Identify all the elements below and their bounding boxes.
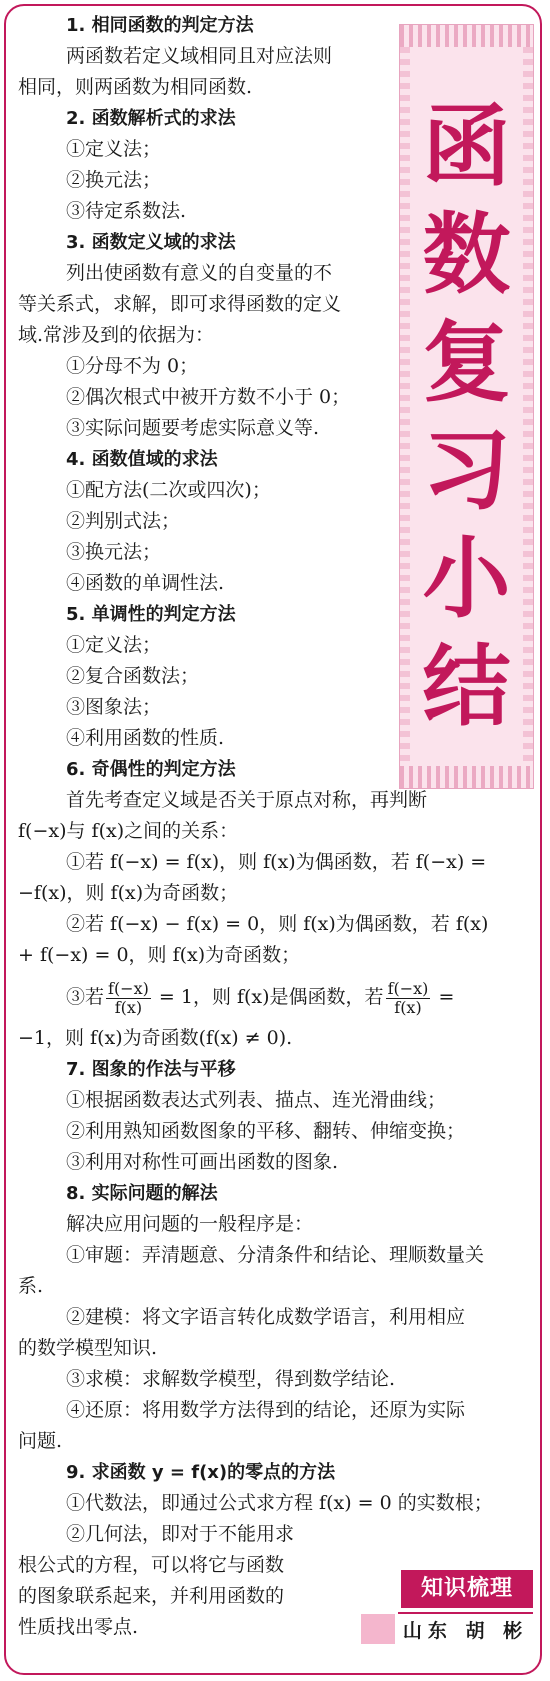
fraction-line-end: = xyxy=(432,986,455,1008)
title-char: 函 xyxy=(422,95,511,198)
fraction xyxy=(106,980,151,1017)
article-body xyxy=(18,10,530,1643)
paragraph-line: ②若 f(−x) − f(x) = 0，则 f(x)为偶函数，若 f(x) xyxy=(66,913,489,935)
paragraph-line: 系. xyxy=(18,1275,44,1297)
paragraph-line: 等关系式，求解，即可求得函数的定义 xyxy=(18,293,342,315)
paragraph-line: 列出使函数有意义的自变量的不 xyxy=(66,262,333,284)
paragraph-line: f(−x)与 f(x)之间的关系： xyxy=(18,820,239,842)
section-heading: 6. 奇偶性的判定方法 xyxy=(66,759,236,780)
section-heading: 5. 单调性的判定方法 xyxy=(66,604,236,625)
author-marker xyxy=(361,1614,395,1644)
fraction-numerator: f(−x) xyxy=(387,978,429,998)
paragraph-line: 相同，则两函数为相同函数. xyxy=(18,76,253,98)
title-char: 复 xyxy=(422,311,511,414)
paragraph-line: ②建模：将文字语言转化成数学语言，利用相应 xyxy=(66,1306,466,1328)
section-heading: 9. 求函数 y = f(x)的零点的方法 xyxy=(66,1462,336,1483)
paragraph-line: 解决应用问题的一般程序是： xyxy=(66,1213,314,1235)
paragraph-line: 首先考查定义域是否关于原点对称，再判断 xyxy=(66,789,428,811)
paragraph-line: ①审题：弄清题意、分清条件和结论、理顺数量关 xyxy=(66,1244,485,1266)
list-item: ②复合函数法； xyxy=(66,665,200,687)
list-item: ①根据函数表达式列表、描点、连光滑曲线； xyxy=(66,1089,447,1111)
section-heading: 3. 函数定义域的求法 xyxy=(66,232,236,253)
list-item: ④利用函数的性质. xyxy=(66,727,225,749)
list-item: ②换元法； xyxy=(66,169,162,191)
list-item: ③待定系数法. xyxy=(66,200,187,222)
author-byline: 山东 胡 彬 xyxy=(398,1612,533,1648)
list-item: ②判别式法； xyxy=(66,510,181,532)
fraction xyxy=(386,980,431,1017)
fraction-denominator: f(x) xyxy=(394,997,422,1017)
fraction-denominator: f(x) xyxy=(114,997,143,1017)
fraction-line-middle: = 1，则 f(x)是偶函数，若 xyxy=(152,986,384,1008)
fraction-numerator: f(−x) xyxy=(108,978,149,998)
paragraph-line: ③求模：求解数学模型，得到数学结论. xyxy=(66,1368,396,1390)
paragraph-line: 问题. xyxy=(18,1430,63,1452)
paragraph-line: + f(−x) = 0，则 f(x)为奇函数； xyxy=(18,944,301,966)
list-item: ①配方法(二次或四次)； xyxy=(66,479,271,501)
section-heading: 2. 函数解析式的求法 xyxy=(66,108,236,129)
category-tag: 知识梳理 xyxy=(401,1570,533,1608)
fraction-line xyxy=(18,971,530,1023)
paragraph-line: ①代数法，即通过公式求方程 f(x) = 0 的实数根； xyxy=(66,1492,493,1514)
paragraph-line: ④还原：将用数学方法得到的结论，还原为实际 xyxy=(66,1399,466,1421)
paragraph-line: 域.常涉及到的依据为： xyxy=(18,324,215,346)
list-item: ②偶次根式中被开方数不小于 0； xyxy=(66,386,351,408)
list-item: ③换元法； xyxy=(66,541,162,563)
title-char: 结 xyxy=(422,635,511,738)
list-item: ③实际问题要考虑实际意义等. xyxy=(66,417,320,439)
paragraph-line: 的图象联系起来，并利用函数的 xyxy=(18,1585,285,1607)
fraction-line-prefix: ③若 xyxy=(66,986,105,1008)
section-heading: 8. 实际问题的解法 xyxy=(66,1183,218,1204)
paragraph-line: 的数学模型知识. xyxy=(18,1337,158,1359)
title-char: 习 xyxy=(422,419,511,522)
list-item: ③利用对称性可画出函数的图象. xyxy=(66,1151,339,1173)
paragraph-line: ②几何法，即对于不能用求 xyxy=(66,1523,295,1545)
list-item: ③图象法； xyxy=(66,696,162,718)
title-char: 数 xyxy=(422,203,511,306)
section-heading: 7. 图象的作法与平移 xyxy=(66,1059,236,1080)
section-heading: 4. 函数值域的求法 xyxy=(66,449,218,470)
paragraph-line: 根公式的方程，可以将它与函数 xyxy=(18,1554,285,1576)
paragraph-line: −1，则 f(x)为奇函数(f(x) ≠ 0). xyxy=(18,1027,293,1049)
list-item: ④函数的单调性法. xyxy=(66,572,225,594)
paragraph-line: 性质找出零点. xyxy=(18,1616,139,1638)
section-heading: 1. 相同函数的判定方法 xyxy=(66,15,254,36)
paragraph-line: 两函数若定义域相同且对应法则 xyxy=(66,45,333,67)
title-char: 小 xyxy=(422,527,511,630)
paragraph-line: ①若 f(−x) = f(x)，则 f(x)为偶函数，若 f(−x) = xyxy=(66,851,487,873)
list-item: ①分母不为 0； xyxy=(66,355,199,377)
list-item: ②利用熟知函数图象的平移、翻转、伸缩变换； xyxy=(66,1120,466,1142)
list-item: ①定义法； xyxy=(66,138,162,160)
list-item: ①定义法； xyxy=(66,634,162,656)
paragraph-line: −f(x)，则 f(x)为奇函数； xyxy=(18,882,239,904)
